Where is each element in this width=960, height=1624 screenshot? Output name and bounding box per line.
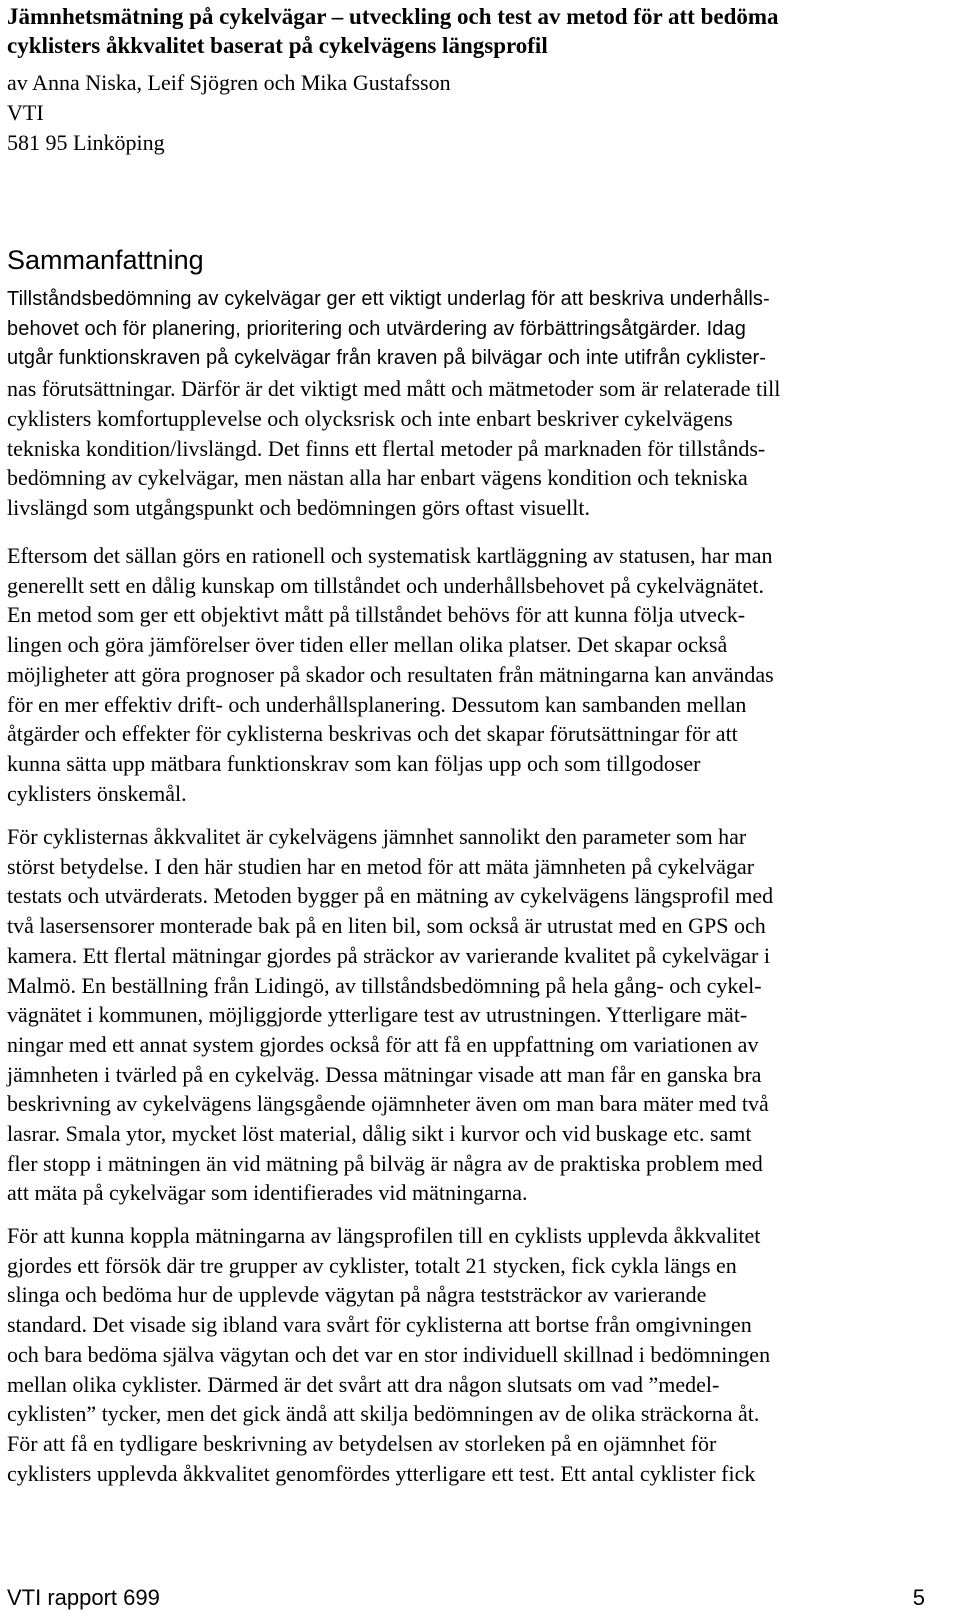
paragraph-line: cyklisten” tycker, men det gick ändå att skilja bedömningen av de olika sträckorna åt. xyxy=(7,1401,760,1427)
title-line: Jämnhetsmätning på cykelvägar – utveckling och test av metod för att bedöma xyxy=(7,4,779,29)
paragraph-line: För att få en tydligare beskrivning av betydelsen av storleken på en ojämnhet för xyxy=(7,1430,717,1456)
paragraph-line: vägnätet i kommunen, möjliggjorde ytterligare test av utrustningen. Ytterligare mät- xyxy=(7,1002,748,1028)
paragraph-line: beskrivning av cykelvägens längsgående ojämnheter även om man bara mäter med två xyxy=(7,1091,769,1117)
paragraph-line: livslängd som utgångspunkt och bedömningen görs oftast visuellt. xyxy=(7,494,590,520)
footer-page-number: 5 xyxy=(912,1585,925,1610)
paragraph-line: kunna sätta upp mätbara funktionskrav som kan följas upp och som tillgodoser xyxy=(7,750,701,776)
paragraph-line: kamera. Ett flertal mätningar gjordes på sträckor av varierande kvalitet på cykelvägar i xyxy=(7,942,770,968)
paragraph-line: tekniska kondition/livslängd. Det finns ett flertal metoder på marknaden för tillstånds- xyxy=(7,435,766,461)
paragraph-4 xyxy=(7,1221,925,1488)
paragraph-line: generellt sett en dålig kunskap om tillståndet och underhållsbehovet på cykelvägnätet. xyxy=(7,572,764,598)
paragraph-line: cyklisters upplevda åkkvalitet genomfördes ytterligare ett test. Ett antal cyklister fick xyxy=(7,1460,756,1486)
paragraph-line: åtgärder och effekter för cyklisterna beskrivas och det skapar förutsättningar för att xyxy=(7,721,738,747)
paragraph-line: cyklisters komfortupplevelse och olycksrisk och inte enbart beskriver cykelvägens xyxy=(7,405,733,431)
paragraph-line: gjordes ett försök där tre grupper av cyklister, totalt 21 stycken, fick cykla längs en xyxy=(7,1252,737,1278)
paragraph-line: och bara bedöma själva vägytan och det var en stor individuell skillnad i bedömningen xyxy=(7,1341,771,1367)
paragraph-line: ningar med ett annat system gjordes också för att få en uppfattning om variationen av xyxy=(7,1031,759,1057)
paragraph-line: att mäta på cykelvägar som identifierades vid mätningarna. xyxy=(7,1180,528,1206)
paragraph-line: Eftersom det sällan görs en rationell och systematisk kartläggning av statusen, har man xyxy=(7,543,773,568)
paragraph-line: För att kunna koppla mätningarna av längsprofilen till en cyklists upplevda åkkvalitet xyxy=(7,1223,761,1248)
organization: VTI xyxy=(7,100,44,125)
paragraph-line: för en mer effektiv drift- och underhållsplanering. Dessutom kan sambanden mellan xyxy=(7,691,747,717)
paragraph-2 xyxy=(7,541,925,808)
paragraph-line: testats och utvärderats. Metoden bygger på en mätning av cykelvägens längsprofil med xyxy=(7,883,774,909)
section-heading: Sammanfattning xyxy=(7,245,204,275)
paragraph-line: utgår funktionskraven på cykelvägar från kraven på bilvägar och inte utifrån cyklister- xyxy=(7,347,767,370)
paragraph-line: slinga och bedöma hur de upplevde vägytan på några teststräckor av varierande xyxy=(7,1282,707,1308)
paragraph-line: standard. Det visade sig ibland vara svårt för cyklisterna att bortse från omgivningen xyxy=(7,1312,752,1338)
paragraph-line: jämnheten i tvärled på en cykelväg. Dessa mätningar visade att man får en ganska bra xyxy=(7,1061,762,1087)
paragraph-line: Tillståndsbedömning av cykelvägar ger ett viktigt underlag för att beskriva underhålls- xyxy=(7,288,770,310)
paragraph-line: störst betydelse. I den här studien har en metod för att mäta jämnheten på cykelvägar xyxy=(7,853,755,879)
paragraph-line: bedömning av cykelvägar, men nästan alla har enbart vägens kondition och tekniska xyxy=(7,465,748,491)
paragraph-line: cyklisters önskemål. xyxy=(7,780,187,806)
paragraph-1 xyxy=(7,285,925,523)
title-line: cyklisters åkkvalitet baserat på cykelvägens längsprofil xyxy=(7,33,548,58)
paragraph-line: lasrar. Smala ytor, mycket löst material, dålig sikt i kurvor och vid buskage etc. samt xyxy=(7,1121,752,1147)
document-title xyxy=(7,2,947,60)
paragraph-line: lingen och göra jämförelser över tiden eller mellan olika platser. Det skapar också xyxy=(7,632,728,658)
authors: av Anna Niska, Leif Sjögren och Mika Gustafsson xyxy=(7,70,451,95)
footer-report-label: VTI rapport 699 xyxy=(7,1585,160,1610)
paragraph-line: nas förutsättningar. Därför är det viktigt med mått och mätmetoder som är relaterade till xyxy=(7,376,781,402)
address: 581 95 Linköping xyxy=(7,130,165,155)
paragraph-line: En metod som ger ett objektivt mått på tillståndet behövs för att kunna följa utveck- xyxy=(7,602,746,628)
paragraph-line: För cyklisternas åkkvalitet är cykelvägens jämnhet sannolikt den parameter som har xyxy=(7,824,747,849)
paragraph-line: Malmö. En beställning från Lidingö, av tillståndsbedömning på hela gång- och cykel- xyxy=(7,972,762,998)
paragraph-line: mellan olika cyklister. Därmed är det svårt att dra någon slutsats om vad ”medel- xyxy=(7,1371,720,1397)
paragraph-line: möjligheter att göra prognoser på skador och resultaten från mätningarna kan användas xyxy=(7,661,774,687)
paragraph-line: två lasersensorer monterade bak på en liten bil, som också är utrustat med en GPS och xyxy=(7,913,766,939)
paragraph-line: fler stopp i mätningen än vid mätning på bilväg är några av de praktiska problem med xyxy=(7,1150,763,1176)
paragraph-line: behovet och för planering, prioritering och utvärdering av förbättringsåtgärder. Idag xyxy=(7,317,746,340)
paragraph-3 xyxy=(7,822,925,1208)
